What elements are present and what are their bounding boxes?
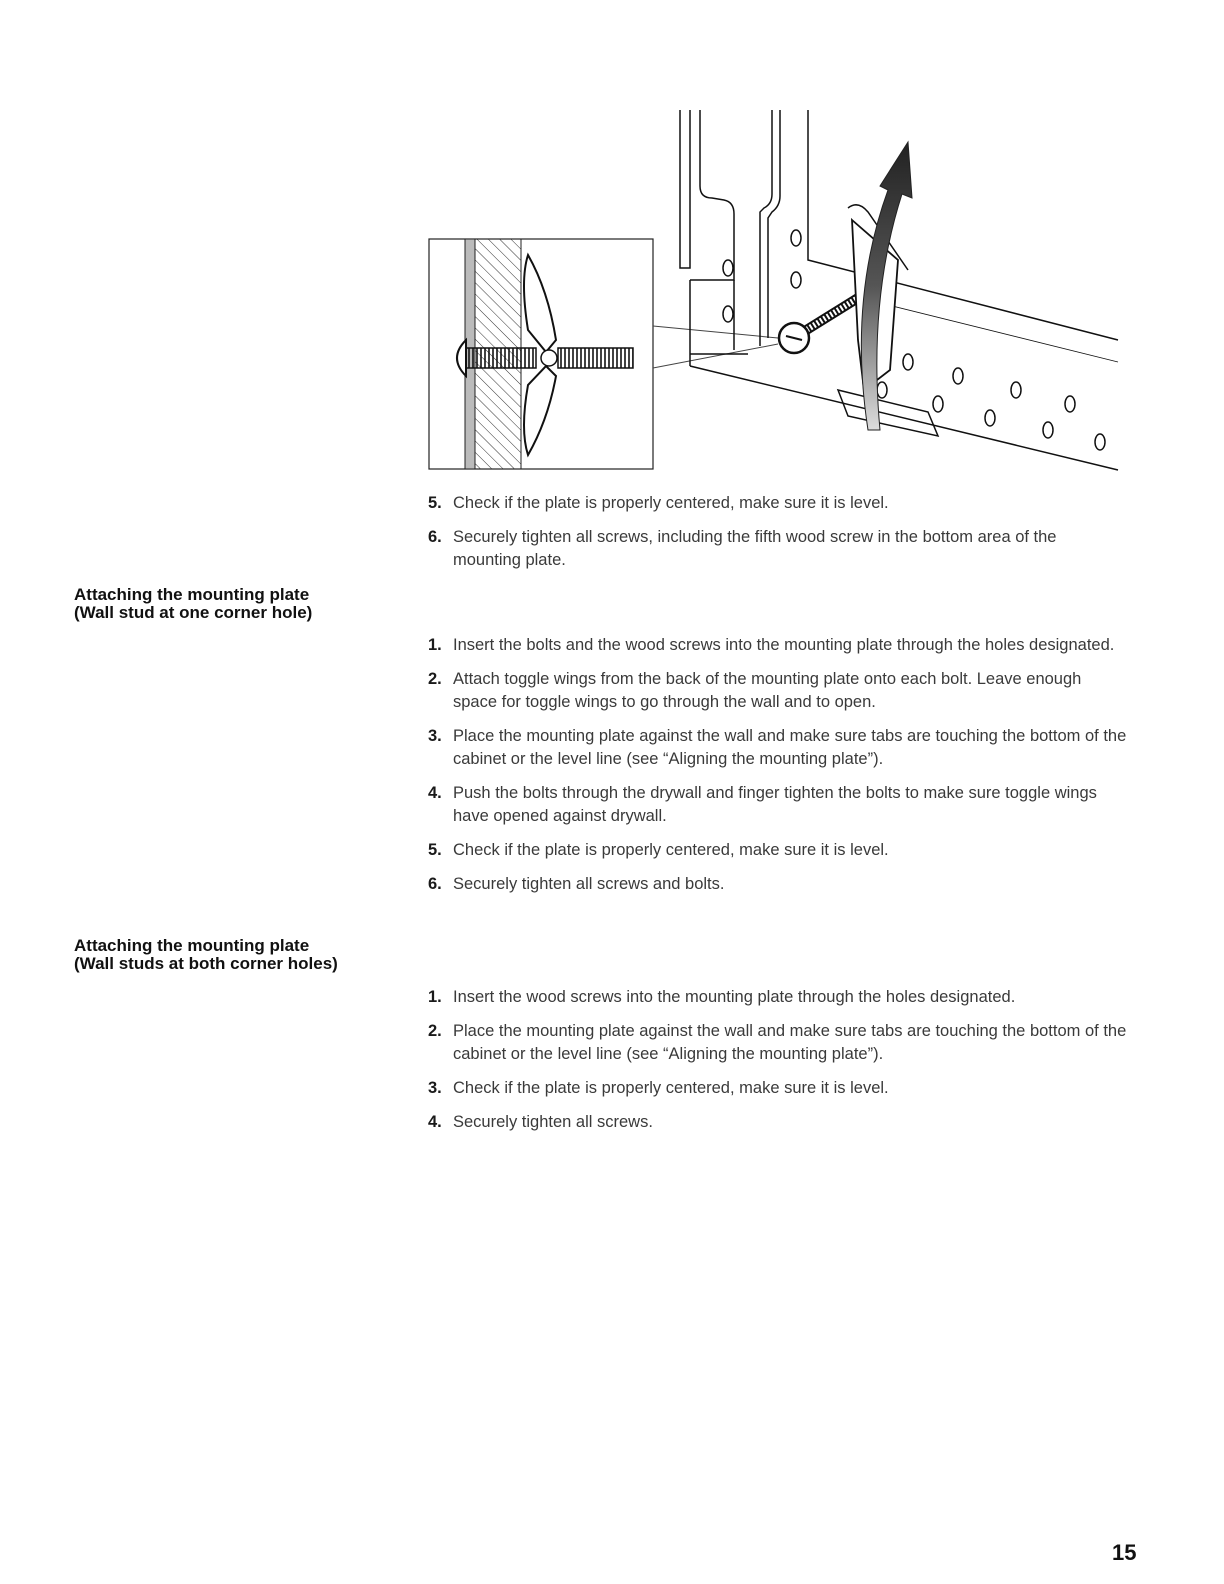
- page-number: 15: [1112, 1540, 1137, 1565]
- list-item: [428, 526, 1128, 572]
- step-number: 4.: [428, 1113, 442, 1131]
- step-text: Securely tighten all screws, including the fifth wood screw in the bottom area of the mounting plate.: [453, 528, 1057, 569]
- step-text: Insert the wood screws into the mounting plate through the holes designated.: [453, 988, 1016, 1006]
- list-item: [428, 782, 1128, 828]
- step-number: 3.: [428, 727, 442, 745]
- list-item: [428, 986, 1128, 1009]
- list-item: [428, 492, 1128, 515]
- section1-steps-list: [428, 634, 1128, 907]
- list-item: [428, 634, 1128, 657]
- step-number: 3.: [428, 1079, 442, 1097]
- intro-steps-list: [428, 492, 1128, 583]
- step-text: Place the mounting plate against the wall and make sure tabs are touching the bottom of the cabinet or the level line (see “Aligning the mounting plate”).: [453, 1022, 1127, 1063]
- step-text: Check if the plate is properly centered, make sure it is level.: [453, 841, 889, 859]
- step-text: Attach toggle wings from the back of the mounting plate onto each bolt. Leave enough space for toggle wings to go through the wall and to open.: [453, 670, 1082, 711]
- section-heading-both-corners: [74, 937, 394, 973]
- step-number: 5.: [428, 841, 442, 859]
- step-text: Securely tighten all screws and bolts.: [453, 875, 725, 893]
- section2-steps-list: [428, 986, 1128, 1145]
- heading-line: (Wall studs at both corner holes): [74, 954, 338, 973]
- step-number: 1.: [428, 636, 442, 654]
- step-number: 1.: [428, 988, 442, 1006]
- list-item: [428, 873, 1128, 896]
- list-item: [428, 1111, 1128, 1134]
- list-item: [428, 1020, 1128, 1066]
- heading-line: (Wall stud at one corner hole): [74, 603, 313, 622]
- list-item: [428, 668, 1128, 714]
- step-number: 2.: [428, 670, 442, 688]
- list-item: [428, 725, 1128, 771]
- step-number: 5.: [428, 494, 442, 512]
- heading-line: Attaching the mounting plate: [74, 585, 310, 604]
- step-text: Push the bolts through the drywall and finger tighten the bolts to make sure toggle wings have opened against drywall.: [453, 784, 1097, 825]
- step-number: 6.: [428, 875, 442, 893]
- heading-line: Attaching the mounting plate: [74, 936, 310, 955]
- step-number: 4.: [428, 784, 442, 802]
- list-item: [428, 839, 1128, 862]
- step-text: Insert the bolts and the wood screws into the mounting plate through the holes designated.: [453, 636, 1115, 654]
- step-text: Check if the plate is properly centered, make sure it is level.: [453, 1079, 889, 1097]
- step-text: Securely tighten all screws.: [453, 1113, 653, 1131]
- section-heading-one-corner: [74, 586, 394, 622]
- detail-inset: [429, 239, 653, 469]
- step-text: Check if the plate is properly centered, make sure it is level.: [453, 494, 889, 512]
- toggle-bolt-mounting-illustration: [428, 100, 1128, 480]
- step-number: 6.: [428, 528, 442, 546]
- step-number: 2.: [428, 1022, 442, 1040]
- step-text: Place the mounting plate against the wall and make sure tabs are touching the bottom of the cabinet or the level line (see “Aligning the mounting plate”).: [453, 727, 1127, 768]
- list-item: [428, 1077, 1128, 1100]
